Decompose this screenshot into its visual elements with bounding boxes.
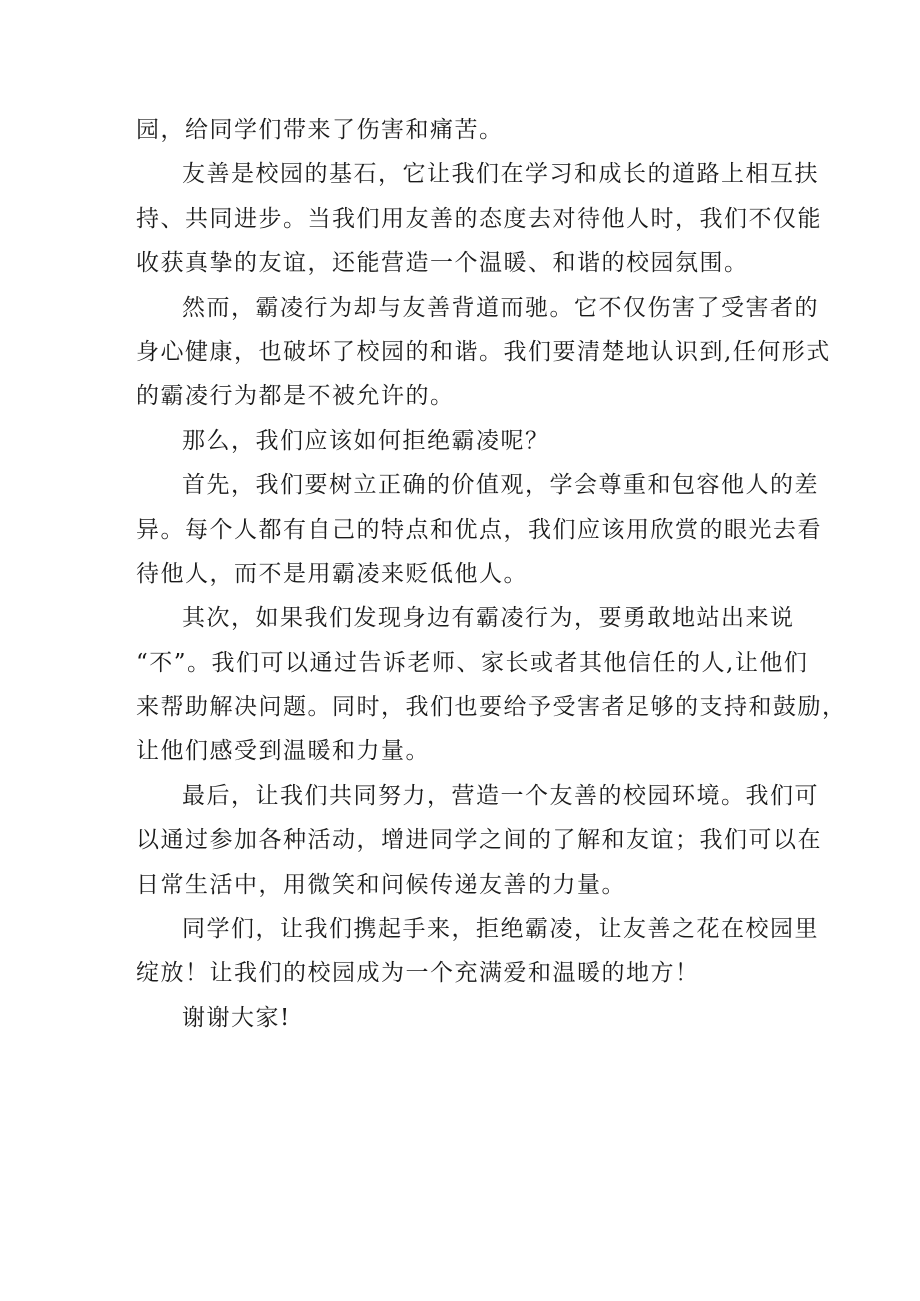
text-line: 然而，霸凌行为却与友善背道而驰。它不仅伤害了受害者的 [182,294,819,321]
paragraph-kindness-foundation [136,152,822,285]
paragraph-question [136,419,796,463]
text-line: 谢谢大家! [182,1004,291,1031]
text-line: 以通过参加各种活动，增进同学之间的了解和友谊；我们可以在 [136,827,822,854]
document-body [136,108,847,1040]
text-line: 来帮助解决问题。同时，我们也要给予受害者足够的支持和鼓励， [136,694,847,721]
text-line: 那么，我们应该如何拒绝霸凌呢？ [182,427,550,454]
paragraph-thanks [136,996,796,1040]
text-line: 收获真挚的友谊，还能营造一个温暖、和谐的校园氛围。 [136,250,749,277]
text-line: 友善是校园的基石，它让我们在学习和成长的道路上相互扶 [182,161,819,188]
text-line: 让他们感受到温暖和力量。 [136,738,430,765]
text-line: 同学们，让我们携起手来，拒绝霸凌，让友善之花在校园里 [182,916,819,943]
text-line: 持、共同进步。当我们用友善的态度去对待他人时，我们不仅能 [136,205,822,232]
paragraph-call-to-action [136,907,819,996]
text-line: 待他人，而不是用霸凌来贬低他人。 [136,560,528,587]
text-line: “不”。我们可以通过告诉老师、家长或者其他信任的人,让他们 [136,649,809,676]
paragraph-bullying-harm [136,286,831,419]
text-line: 身心健康，也破坏了校园的和谐。我们要清楚地认识到,任何形式 [136,338,831,365]
paragraph-continuation [136,108,796,152]
text-line: 最后，让我们共同努力，营造一个友善的校园环境。我们可 [182,782,819,809]
paragraph-second [136,596,847,774]
paragraph-first [136,463,822,596]
text-line: 绽放！让我们的校园成为一个充满爱和温暖的地方！ [136,960,700,987]
paragraph-finally [136,774,822,907]
text-line: 日常生活中，用微笑和问候传递友善的力量。 [136,871,626,898]
text-line: 其次，如果我们发现身边有霸凌行为，要勇敢地站出来说 [182,605,795,632]
text-line: 首先，我们要树立正确的价值观，学会尊重和包容他人的差 [182,472,819,499]
text-line: 园，给同学们带来了伤害和痛苦。 [136,117,504,143]
text-line: 的霸凌行为都是不被允许的。 [136,383,455,410]
text-line: 异。每个人都有自己的特点和优点，我们应该用欣赏的眼光去看 [136,516,822,543]
